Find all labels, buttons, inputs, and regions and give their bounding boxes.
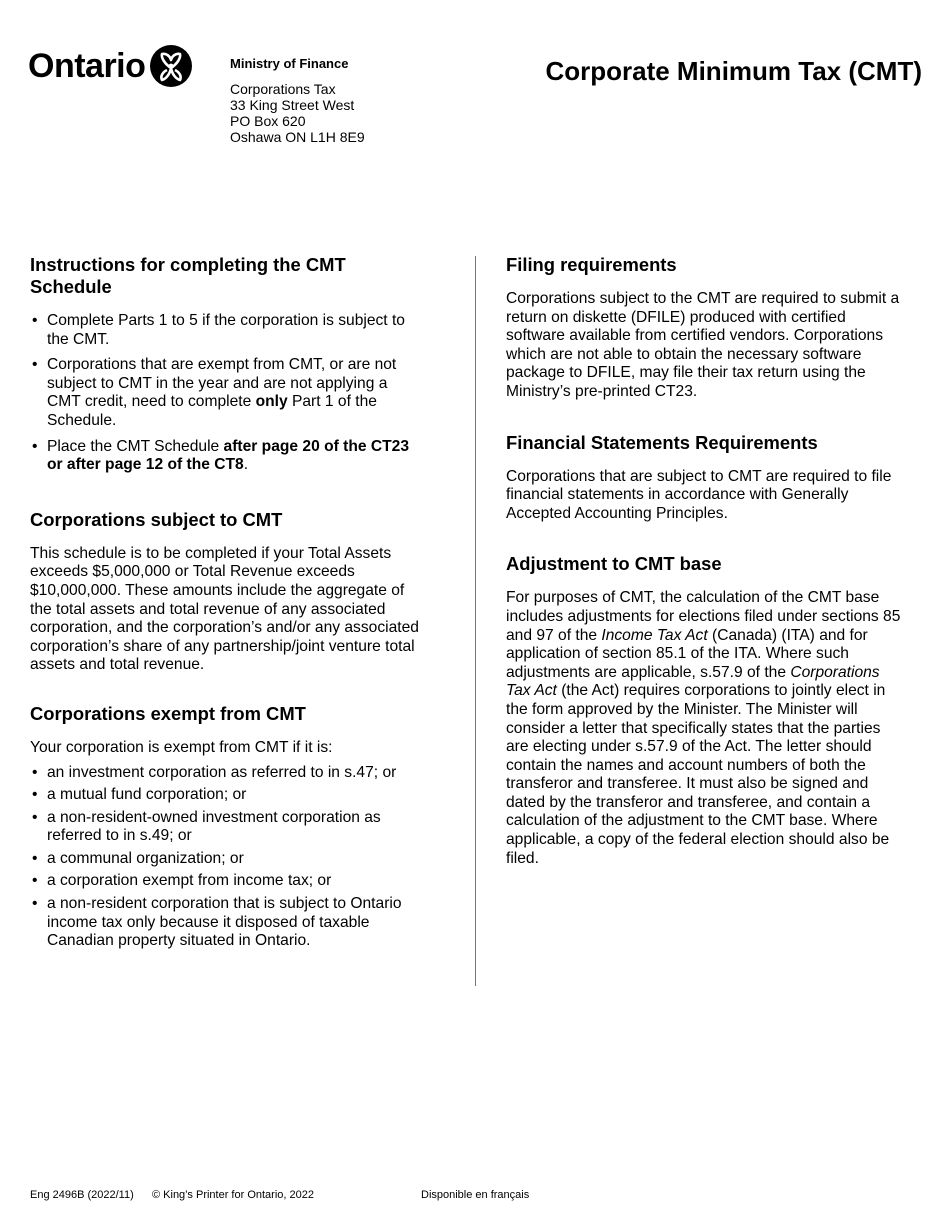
address-line: 33 King Street West (230, 97, 355, 113)
financial-body: Corporations that are subject to CMT are required to file financial statements in accordance with Generally Accepted Accounting Principles. (506, 467, 892, 522)
exempt-intro: Your corporation is exempt from CMT if it is: (30, 738, 333, 756)
logo-wordmark: Ontario (28, 47, 146, 85)
instructions-list (30, 312, 425, 475)
copyright: © King’s Printer for Ontario, 2022 (152, 1189, 314, 1201)
list-item: • Complete Parts 1 to 5 if the corporation is subject to the CMT. (30, 312, 425, 349)
adjustment-body: For purposes of CMT, the calculation of the CMT base includes adjustments for elections filed under sections 85 and 97 of the Income Tax Act (Canada) (ITA) and for application of section 85.1 of the ITA. Where such adjustments are applicable, s.57.9 of the Corporations Tax Act (the Act) requires corporations to jointly elect in the form approved by the Minister. The Minister will consider a letter that specifically states that the parties are electing under s.57.9 of the Act. The letter should contain the names and account numbers of both the transferor and transferee. It must also be signed and dated by the transferor and transferee, and contain a calculation of the adjustment to the CMT base. Where applicable, a copy of the federal election should also be filed. (506, 589, 901, 867)
list-item: • Place the CMT Schedule after page 20 of the CT23 or after page 12 of the CT8. (30, 438, 425, 475)
filing-heading: Filing requirements (506, 254, 677, 275)
trillium-icon (149, 44, 193, 88)
address-line: PO Box 620 (230, 113, 306, 129)
left-column (30, 254, 425, 955)
column-divider (475, 256, 476, 986)
list-item: • a corporation exempt from income tax; or (30, 872, 425, 891)
list-item: • a non-resident corporation that is subject to Ontario income tax only because it disposed of taxable Canadian property situated in Ontario. (30, 895, 425, 951)
list-item: • a mutual fund corporation; or (30, 786, 425, 805)
subject-heading: Corporations subject to CMT (30, 508, 283, 530)
address-line: Oshawa ON L1H 8E9 (230, 129, 365, 145)
ministry-address-block (230, 56, 365, 145)
filing-body: Corporations subject to the CMT are required to submit a return on diskette (DFILE) produced with certified software available from certified vendors. Corporations which are not able to obtain the necessary software package to DFILE, may file their tax return using the Ministry’s pre-printed CT23. (506, 290, 900, 400)
list-item: • a communal organization; or (30, 850, 425, 869)
financial-heading: Financial Statements Requirements (506, 431, 818, 453)
subject-body: This schedule is to be completed if your Total Assets exceeds $5,000,000 or Total Revenue exceeds $10,000,000. These amounts include the aggregate of the total assets and total revenue of any associated corporation, and the corporation’s and/or any associated corporation’s share of any partnership/joint venture total assets and total revenue. (30, 544, 419, 674)
french-availability: Disponible en français (421, 1189, 530, 1201)
page-title: Corporate Minimum Tax (CMT) (545, 56, 922, 86)
right-column (506, 254, 901, 868)
list-item: • an investment corporation as referred to in s.47; or (30, 764, 425, 783)
list-item: • Corporations that are exempt from CMT, or are not subject to CMT in the year and are not applying a CMT credit, need to complete only Part 1 of the Schedule. (30, 356, 425, 430)
adjustment-heading: Adjustment to CMT base (506, 553, 722, 575)
exempt-list (30, 764, 425, 951)
instructions-heading: Instructions for completing the CMT Schedule (30, 254, 346, 297)
address-line: Corporations Tax (230, 81, 336, 97)
list-item: • a non-resident-owned investment corporation as referred to in s.49; or (30, 809, 425, 846)
exempt-heading: Corporations exempt from CMT (30, 702, 306, 724)
ministry-name: Ministry of Finance (230, 56, 349, 71)
form-number: Eng 2496B (2022/11) (30, 1189, 134, 1201)
ontario-logo (28, 44, 193, 88)
